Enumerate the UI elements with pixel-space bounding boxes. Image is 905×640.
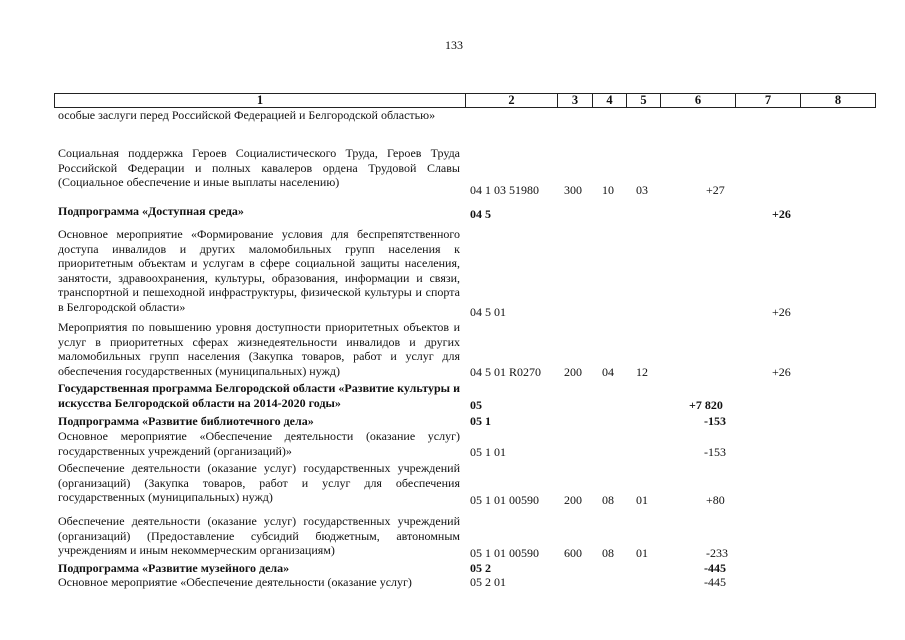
table-row-vr: 200 [564,365,582,379]
table-row-rz: 10 [602,183,614,197]
table-row-rz: 04 [602,365,614,379]
table-row-description: Подпрограмма «Доступная среда» [58,204,244,218]
table-row-description: Подпрограмма «Развитие библиотечного дела» [58,414,314,428]
table-row-pr: 12 [636,365,648,379]
table-row-col6: +27 [706,183,725,197]
table-row-description: Социальная поддержка Героев Социалистического Труда, Героев Труда Российской Федерации и полных кавалеров ордена Трудовой Славы (Социальное обеспечение и иные выплаты населению) [58,146,460,189]
column-header-1: 1 [54,93,466,108]
column-header-2: 2 [465,93,558,108]
table-row-code: 05 2 01 [470,575,506,589]
table-row-code: 04 5 01 R0270 [470,365,542,379]
table-row-code: 04 5 [470,207,491,221]
table-row-description: Обеспечение деятельности (оказание услуг) государственных учреждений (организаций) (Предоставление субсидий бюджетным, автономным учреждениям и иным некоммерческим организациям) [58,514,460,557]
table-row-col7: +26 [772,365,791,379]
table-row-description: Основное мероприятие «Обеспечение деятельности (оказание услуг) [58,575,412,589]
table-row-code: 05 1 01 [470,445,506,459]
table-row-col6: +80 [706,493,725,507]
table-row-rz: 08 [602,493,614,507]
table-row-code: 05 2 [470,561,491,575]
table-row-col6: -153 [704,445,726,459]
table-row-rz: 08 [602,546,614,560]
table-row-col6: -153 [704,414,726,428]
table-row-description: особые заслуги перед Российской Федерацией и Белгородской областью» [58,108,436,122]
table-row-col6: -233 [706,546,728,560]
column-header-8: 8 [800,93,876,108]
table-row-pr: 03 [636,183,648,197]
table-row-code: 04 1 03 51980 [470,183,539,197]
table-row-description: Основное мероприятие «Формирование условия для беспрепятственного доступа инвалидов и других маломобильных групп населения к приоритетным объектам и услугам в сфере социальной защиты населения, занятости, здравоохранения, культуры, образования, информации и связи, транспортной и пешеходной инфраструктуры, физической культуры и спорта в Белгородской области» [58,227,460,314]
column-header-6: 6 [660,93,736,108]
table-row-vr: 200 [564,493,582,507]
table-row-code: 05 [470,398,482,412]
table-row-code: 05 1 [470,414,491,428]
table-row-col6: -445 [704,575,726,589]
table-row-code: 05 1 01 00590 [470,493,539,507]
page-number: 133 [445,38,463,52]
table-row-pr: 01 [636,546,648,560]
table-row-pr: 01 [636,493,648,507]
column-header-7: 7 [735,93,801,108]
table-row-vr: 300 [564,183,582,197]
column-header-3: 3 [557,93,593,108]
table-row-description: Обеспечение деятельности (оказание услуг) государственных учреждений (организаций) (Закупка товаров, работ и услуг для обеспечения государственных (муниципальных) нужд) [58,461,460,504]
table-row-col6: +7 820 [689,398,723,412]
column-header-5: 5 [626,93,661,108]
table-row-code: 04 5 01 [470,305,506,319]
table-row-description: Мероприятия по повышению уровня доступности приоритетных объектов и услуг в приоритетных сферах жизнедеятельности инвалидов и других маломобильных групп населения (Закупка товаров, работ и услуг для обеспечения государственных (муниципальных) нужд) [58,320,460,378]
table-row-description: Подпрограмма «Развитие музейного дела» [58,561,290,575]
table-row-col6: -445 [704,561,726,575]
column-header-4: 4 [592,93,627,108]
table-row-code: 05 1 01 00590 [470,546,539,560]
table-row-vr: 600 [564,546,582,560]
table-row-col7: +26 [772,207,791,221]
table-row-col7: +26 [772,305,791,319]
table-row-description: Государственная программа Белгородской области «Развитие культуры и искусства Белгородской области на 2014-2020 годы» [58,381,460,410]
table-row-description: Основное мероприятие «Обеспечение деятельности (оказание услуг) государственных учреждений (организаций)» [58,429,460,458]
